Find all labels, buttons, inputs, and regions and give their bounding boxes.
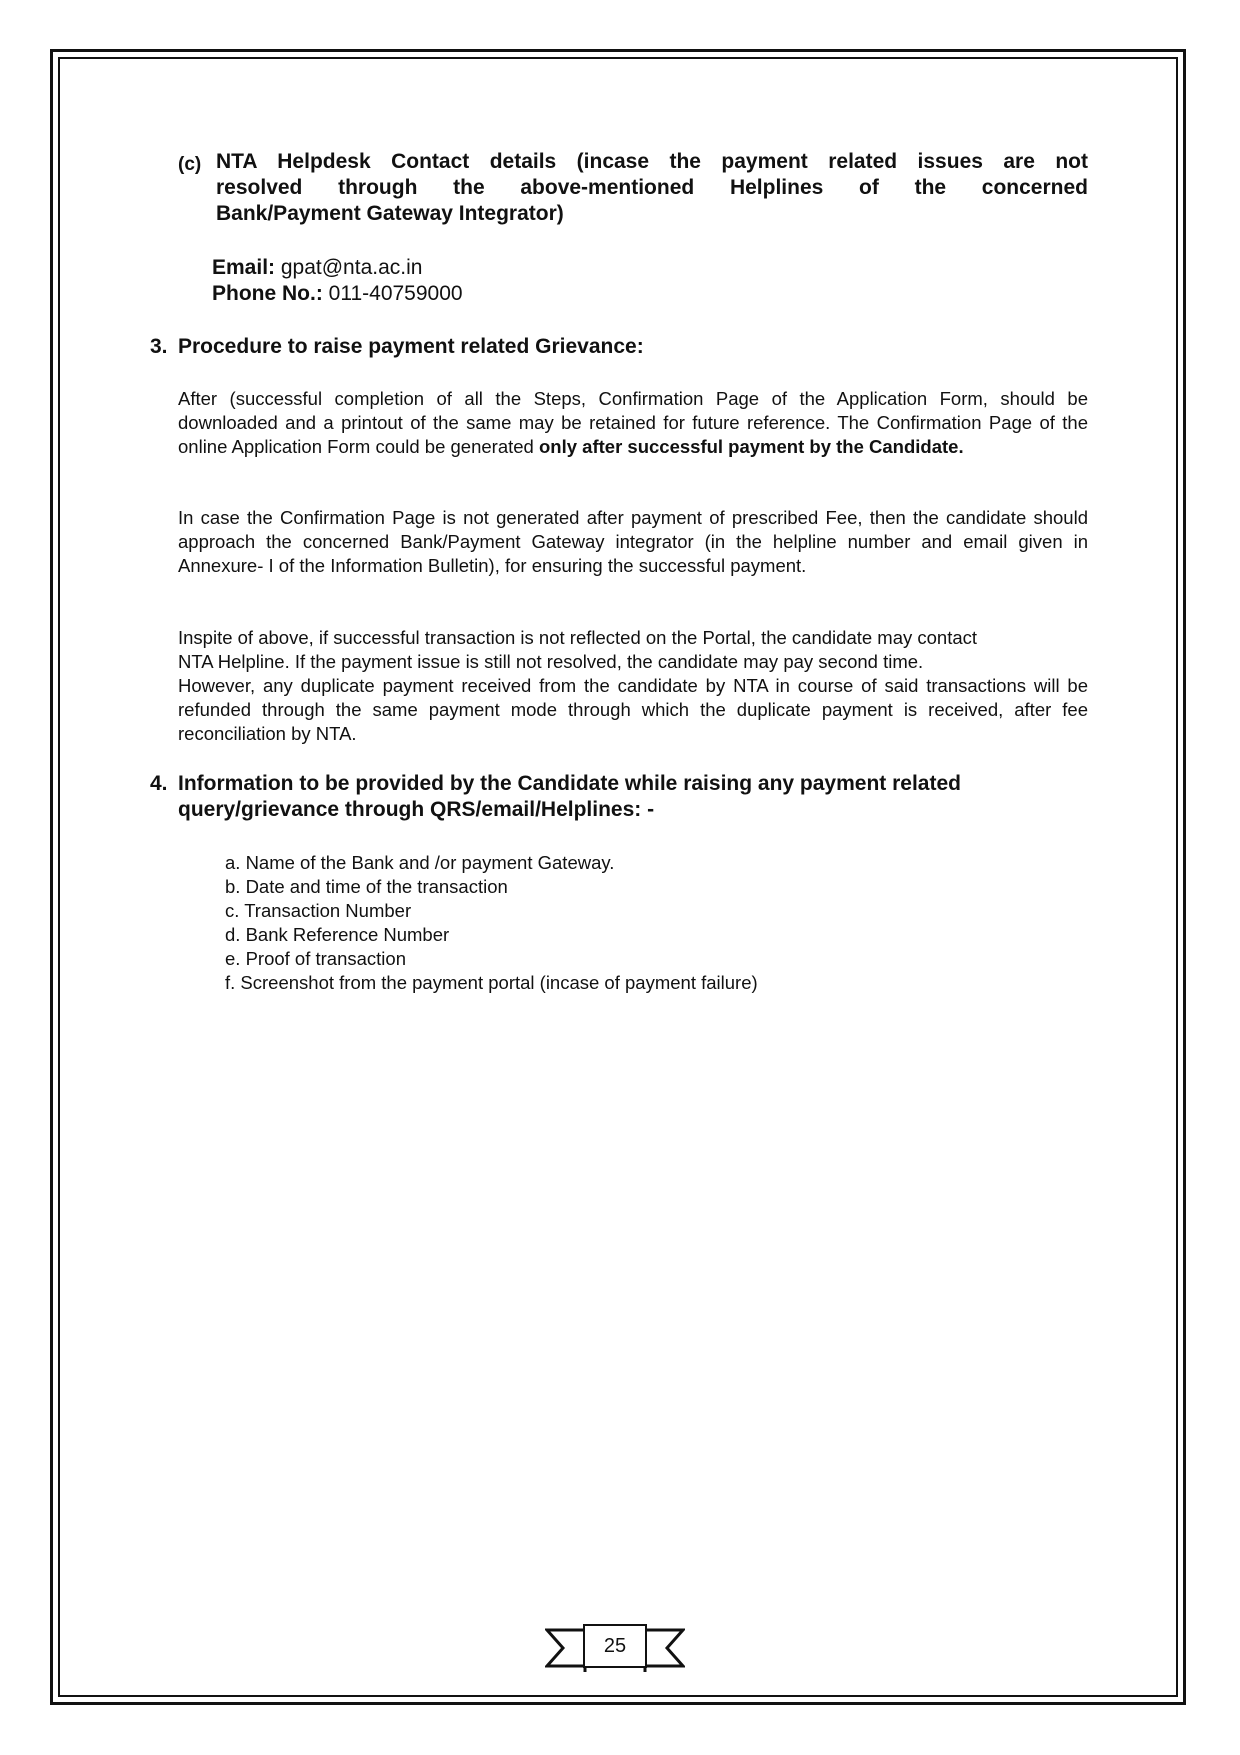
section-4-number: 4.	[150, 772, 168, 795]
required-info-list	[225, 851, 758, 995]
paragraph-line: Inspite of above, if successful transaction is not reflected on the Portal, the candidate may contact	[178, 627, 978, 648]
section-3-paragraph-2: In case the Confirmation Page is not generated after payment of prescribed Fee, then the candidate should approach the concerned Bank/Payment Gateway integrator (in the helpline number and email given in Annexure- I of the Information Bulletin), for ensuring the successful payment.	[178, 507, 1088, 576]
section-c-heading	[216, 149, 1088, 227]
section-4-title-line-1: Information to be provided by the Candidate while raising any payment related	[178, 772, 961, 795]
paragraph-line: NTA Helpline. If the payment issue is still not resolved, the candidate may pay second time.	[178, 651, 924, 672]
email-label: Email:	[212, 256, 276, 279]
email-value: gpat@nta.ac.in	[275, 256, 423, 279]
section-3-paragraph-3	[178, 626, 1088, 674]
email-row	[212, 255, 463, 281]
section-3-heading	[150, 334, 644, 360]
section-3-paragraph-1	[178, 387, 1088, 459]
list-item: f. Screenshot from the payment portal (incase of payment failure)	[225, 972, 758, 993]
section-c	[178, 149, 1088, 227]
page-number-ribbon	[545, 1622, 685, 1674]
paragraph-text: After (successful completion of all the Steps, Confirmation Page of the Application Form, should be downloaded and a printout of the same may be retained for future reference. The Confirmation Page of the online Application Form could be generated	[178, 388, 1088, 457]
paragraph-bold-text: only after successful payment by the Candidate.	[539, 436, 964, 457]
section-c-heading-line: Bank/Payment Gateway Integrator)	[216, 202, 564, 225]
section-c-marker: (c)	[178, 154, 202, 175]
section-3-number: 3.	[150, 335, 168, 358]
helpdesk-contact	[212, 255, 463, 307]
list-item: a. Name of the Bank and /or payment Gateway.	[225, 852, 615, 873]
section-c-heading-line: resolved through the above-mentioned Helplines of the concerned	[216, 176, 1088, 199]
list-item: c. Transaction Number	[225, 900, 412, 921]
list-item: d. Bank Reference Number	[225, 924, 450, 945]
phone-label: Phone No.:	[212, 282, 323, 305]
section-3-paragraph-4: However, any duplicate payment received from the candidate by NTA in course of said transactions will be refunded through the same payment mode through which the duplicate payment is received, after fee reconciliation by NTA.	[178, 675, 1088, 744]
page-number: 25	[583, 1624, 647, 1668]
phone-value: 011-40759000	[322, 282, 463, 305]
phone-row	[212, 281, 463, 307]
section-4-title-line-2: query/grievance through QRS/email/Helplines: -	[178, 798, 655, 821]
list-item: e. Proof of transaction	[225, 948, 406, 969]
list-item: b. Date and time of the transaction	[225, 876, 508, 897]
section-3-title: Procedure to raise payment related Grievance:	[178, 335, 644, 358]
section-c-heading-line: NTA Helpdesk Contact details (incase the payment related issues are not	[216, 150, 1088, 173]
section-4-heading	[150, 771, 1050, 823]
